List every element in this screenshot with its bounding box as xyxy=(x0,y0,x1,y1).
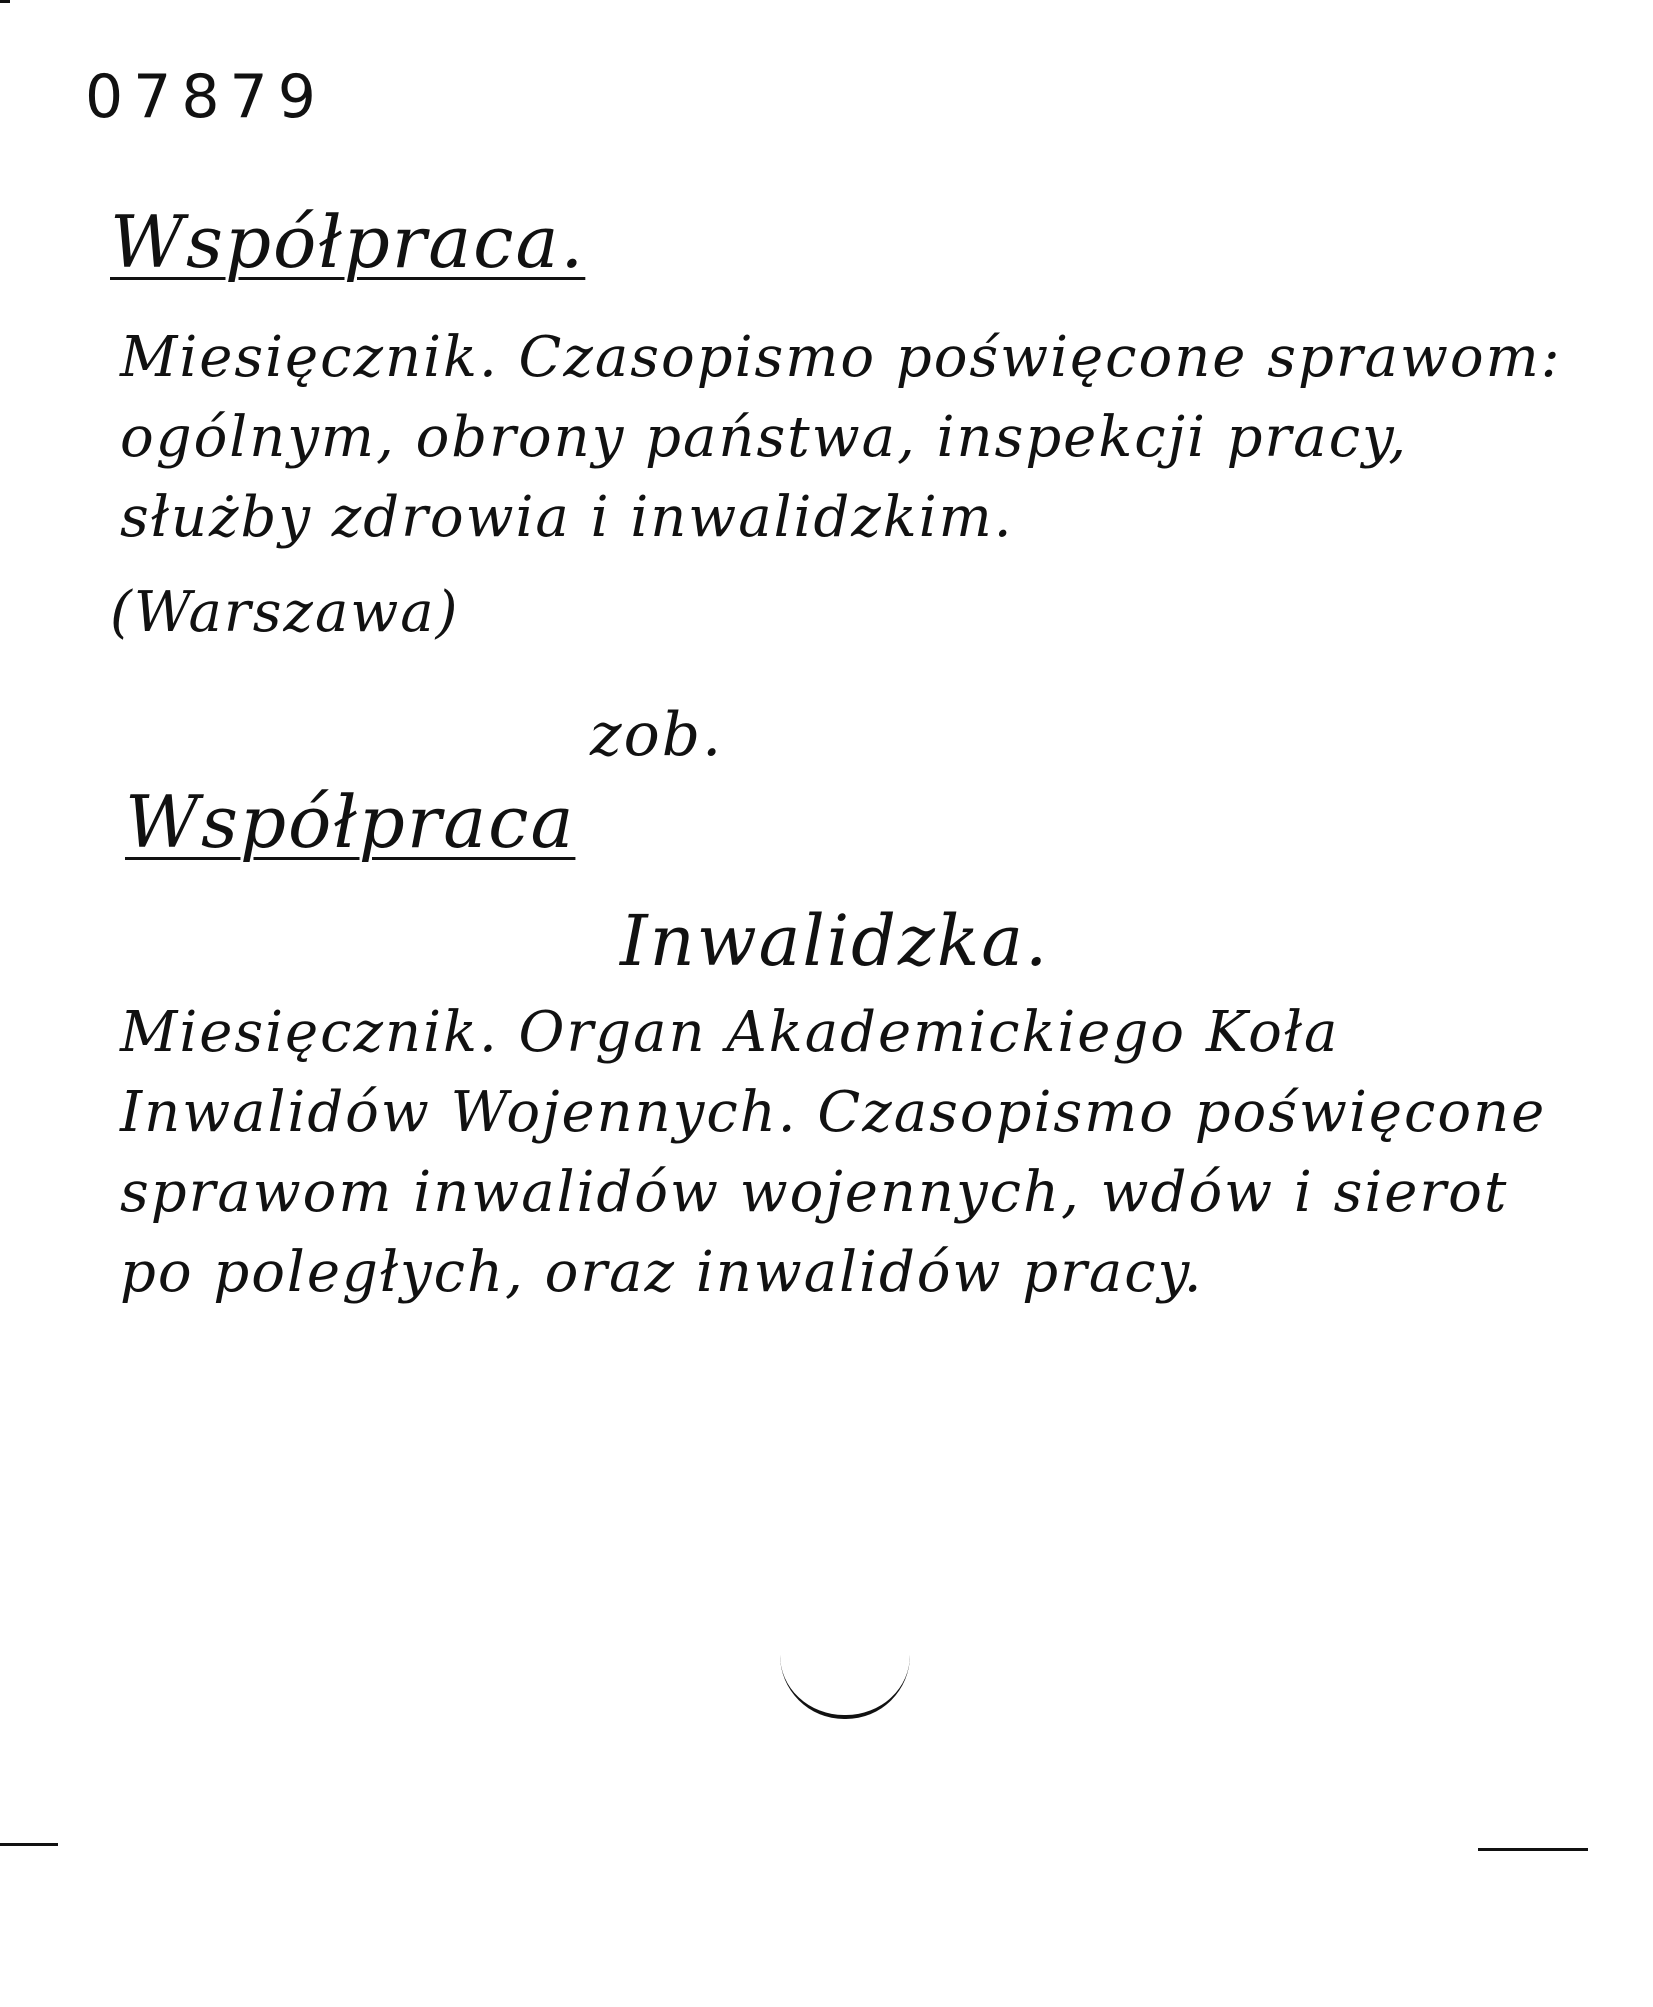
entry1-line-1: Miesięcznik. Czasopismo poświęcone sprawom: xyxy=(120,325,1562,390)
entry2-line-1: Miesięcznik. Organ Akademickiego Koła xyxy=(120,1000,1340,1065)
entry2-line-4: po poległych, oraz inwalidów pracy. xyxy=(120,1240,1204,1305)
entry2-subtitle: Inwalidzka. xyxy=(620,900,1050,982)
right-edge-mark xyxy=(1478,1848,1588,1851)
ink-arc-mark xyxy=(780,1655,910,1719)
corner-mark xyxy=(0,0,10,3)
entry1-title: Współpraca. xyxy=(110,200,586,284)
see-also-label: zob. xyxy=(590,700,724,770)
entry2-title: Współpraca xyxy=(125,780,576,864)
entry2-line-2: Inwalidów Wojennych. Czasopismo poświęcone xyxy=(120,1080,1547,1145)
entry2-line-3: sprawom inwalidów wojennych, wdów i sierot xyxy=(120,1160,1509,1225)
entry1-line-2: ogólnym, obrony państwa, inspekcji pracy, xyxy=(120,405,1409,470)
left-edge-mark xyxy=(0,1843,58,1846)
catalog-number: 07879 xyxy=(85,62,326,132)
entry1-line-4: (Warszawa) xyxy=(110,580,460,645)
entry1-line-3: służby zdrowia i inwalidzkim. xyxy=(120,485,1014,550)
